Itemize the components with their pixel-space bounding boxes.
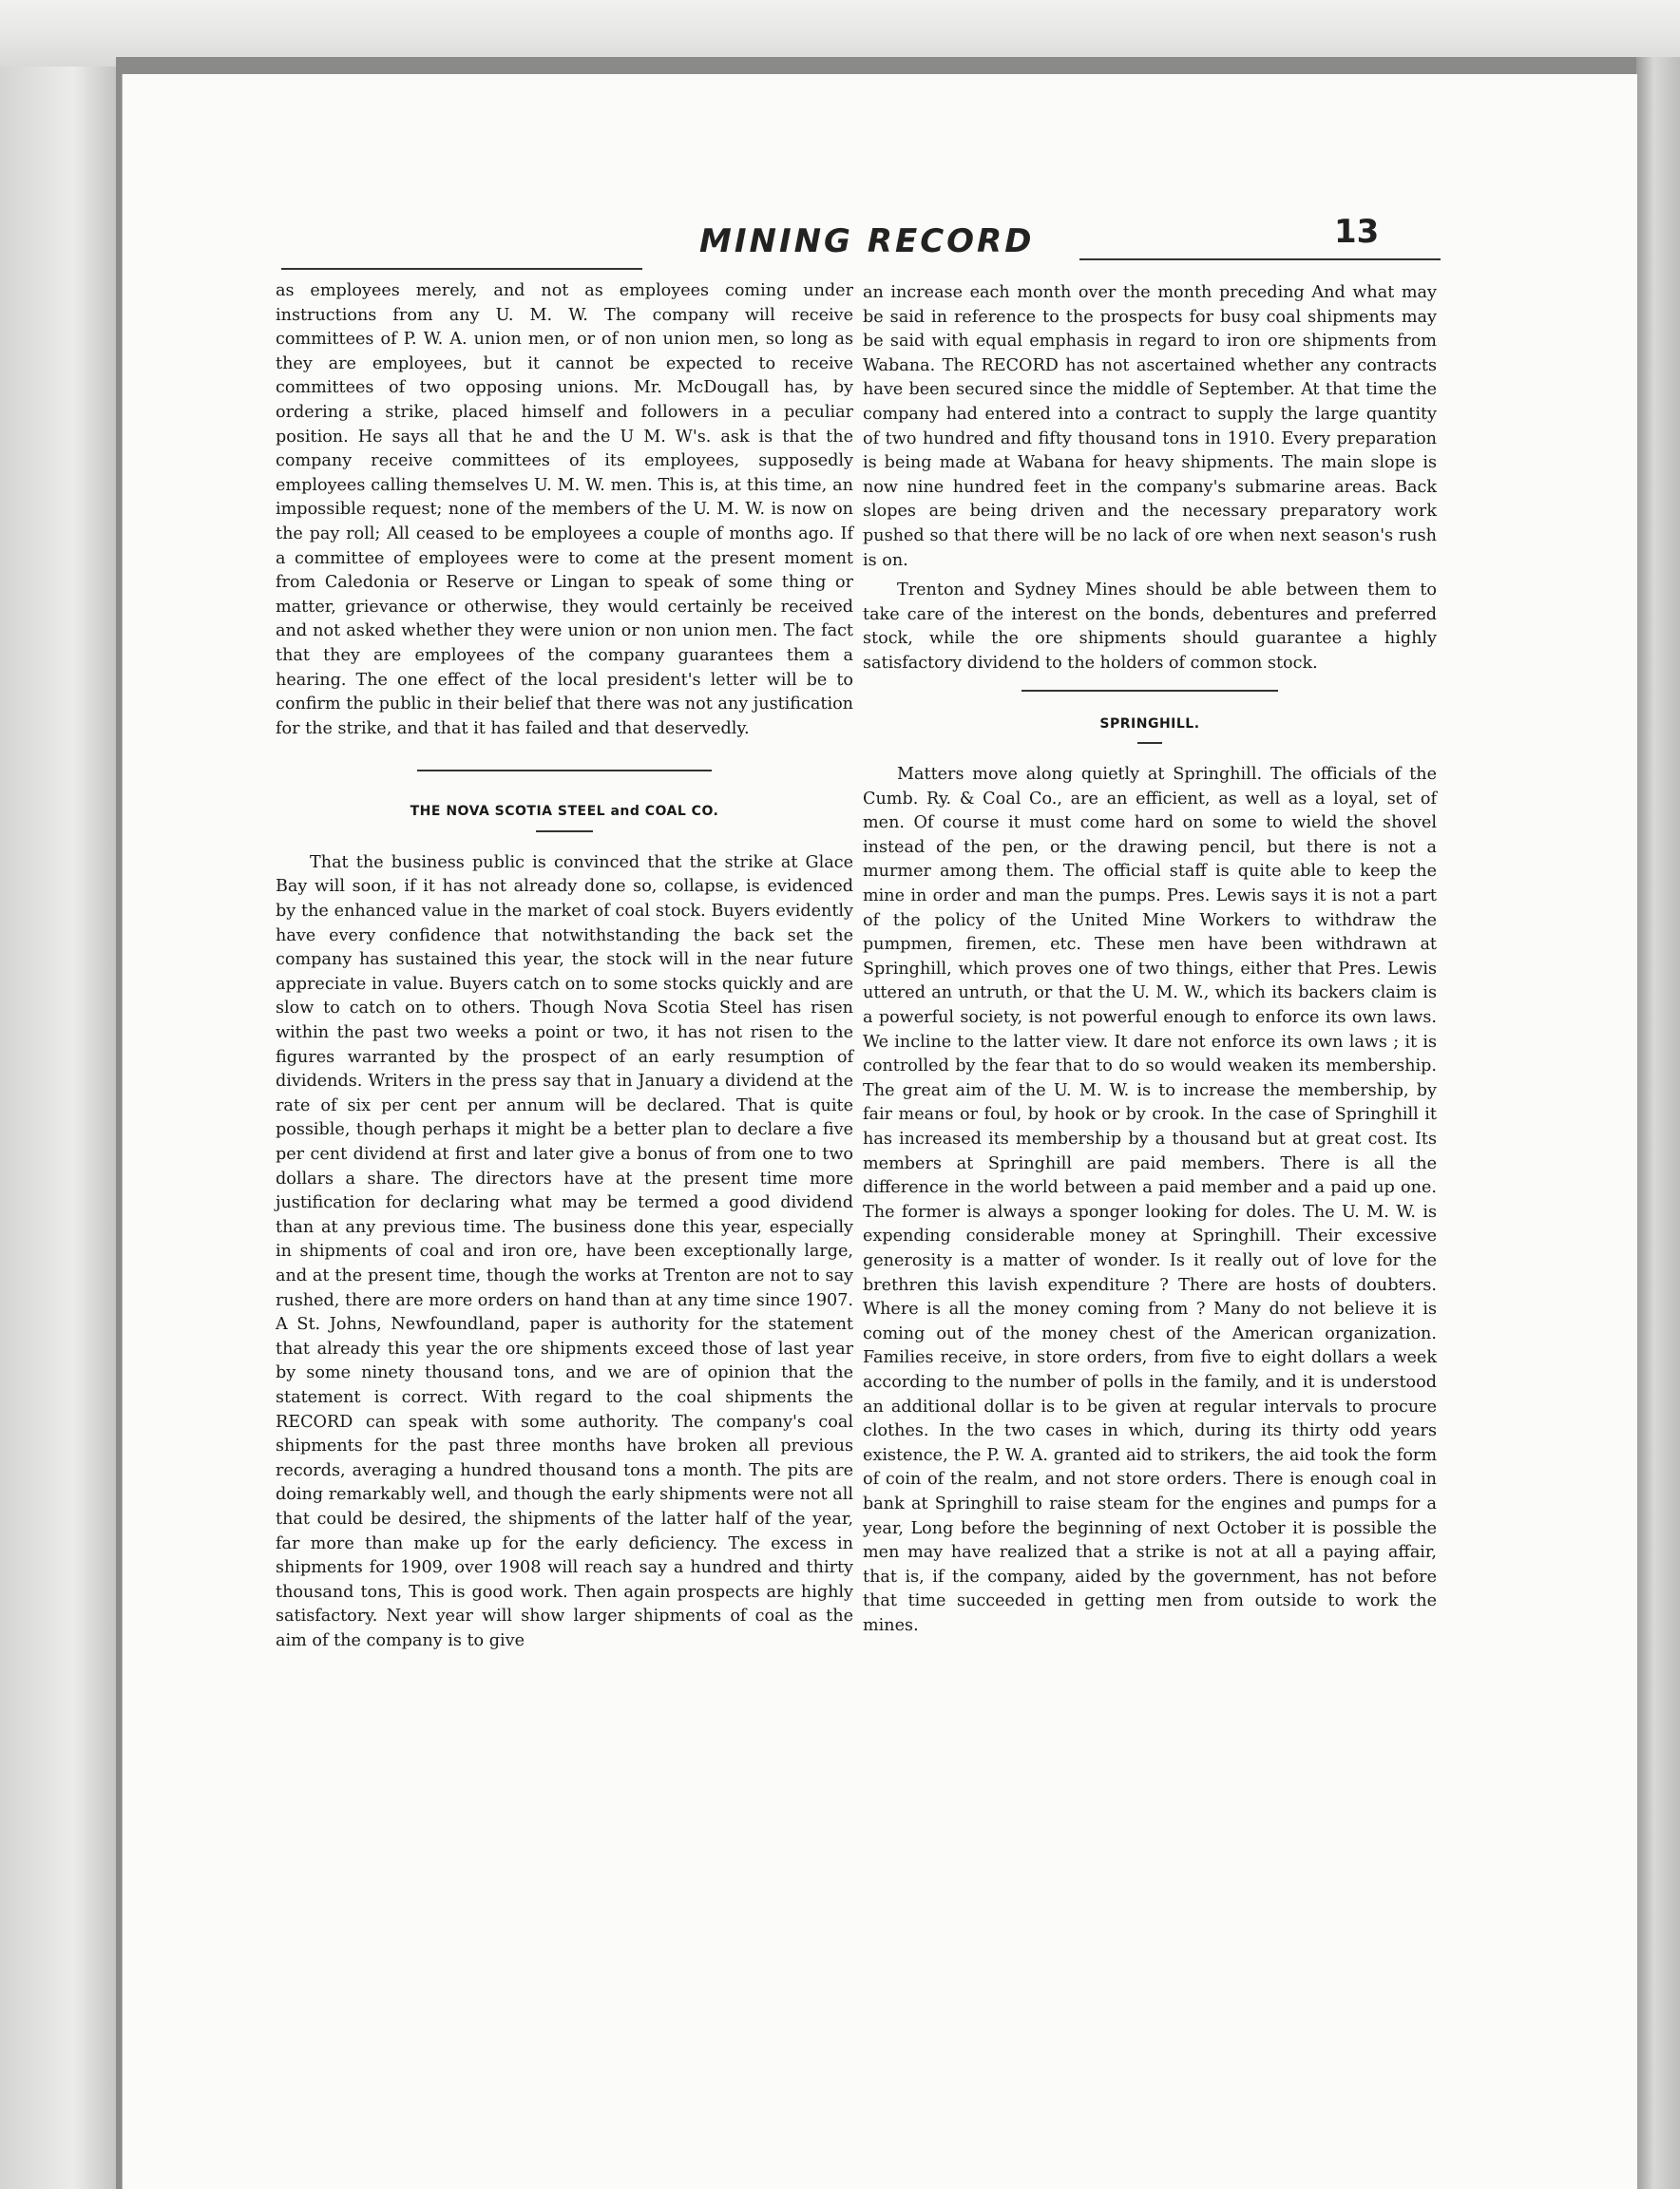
- article-paragraph: That the business public is convinced that the strike at Glace Bay will soon, if it has not already done so, collapse, is evidenced by the enhanced value in the market of coal stock. Buyers evidently have every confidence that notwithstanding the back set the company has sustained this year, the stock will in the near future appreciate in value. Buyers catch on to some stocks quickly and are slow to catch on to others. Though Nova Scotia Steel has risen within the past two weeks a point or two, it has not risen to the figures warranted by the prospect of an early resumption of dividends. Writers in the press say that in January a dividend at the rate of six per cent per annum will be declared. That is quite possible, though perhaps it might be a better plan to declare a five per cent dividend at first and later give a bonus of from one to two dollars a share. The directors have at the present time more justification for declaring what may be termed a good dividend than at any previous time. The business done this year, especially in shipments of coal and iron ore, have been exceptionally large, and at the present time, though the works at Trenton are not to say rushed, there are more orders on hand than at any time since 1907. A St. Johns, Newfoundland, paper is authority for the statement that already this year the ore shipments exceed those of last year by some ninety thousand tons, and we are of opinion that the statement is correct. With regard to the coal shipments the RECORD can speak with some authority. The company's coal shipments for the past three months have broken all previous records, averaging a hundred thousand tons a month. The pits are doing remarkably well, and though the early shipments were not all that could be desired, the shipments of the latter half of the year, far more than make up for the early deficiency. The excess in shipments for 1909, over 1908 will reach say a hundred and thirty thousand tons, This is good work. Then again prospects are highly satisfactory. Next year will show larger shipments of coal as the aim of the company is to give: [276, 852, 853, 1650]
- article-paragraph: Trenton and Sydney Mines should be able between them to take care of the interest on the bonds, debentures and preferred stock, while the ore shipments should guarantee a highly satisfactory dividend to the holders of common stock.: [863, 581, 1437, 673]
- article-paragraph: Matters move along quietly at Springhill. The officials of the Cumb. Ry. & Coal Co., are an efficient, as well as a loyal, set of men. Of course it must come hard on some to wield the shovel instead of the pen, or the drawing pencil, but there is not a murmer among them. The official staff is quite able to keep the mine in order and man the pumps. Pres. Lewis says it is not a part of the policy of the United Mine Workers to withdraw the pumpmen, firemen, etc. These men have been withdrawn at Springhill, which proves one of two things, either that Pres. Lewis uttered an untruth, or that the U. M. W., which its backers claim is a powerful society, is not powerful enough to enforce its own laws. We incline to the latter view. It dare not enforce its own laws ; it is controlled by the fear that to do so would weaken its membership. The great aim of the U. M. W. is to increase the membership, by fair means or foul, by hook or by crook. In the case of Springhill it has increased its membership by a thousand but at great cost. Its members at Springhill are paid members. There is all the difference in the world between a paid member and a paid up one. The former is always a sponger looking for doles. The U. M. W. is expending considerable money at Springhill. Their excessive generosity is a matter of wonder. Is it really out of love for the brethren this lavish expenditure ? There are hosts of doubters. Where is all the money coming from ? Many do not believe it is coming out of the money chest of the American organization. Families receive, in store orders, from five to eight dollars a week according to the number of polls in the family, and it is understood an additional dollar is to be given at regular intervals to procure clothes. In the two cases in which, during its thirty odd years existence, the P. W. A. granted aid to strikers, the aid took the form of coin of the realm, and not store orders. There is enough coal in bank at Springhill to raise steam for the engines and pumps for a year, Long before the beginning of next October it is possible the men may have realized that a strike is not at all a paying affair, that is, if the company, aided by the government, has not before that time succeeded in getting men from outside to work the mines.: [863, 765, 1437, 1635]
- publication-title: MINING RECORD: [699, 222, 1035, 260]
- section-heading: THE NOVA SCOTIA STEEL and COAL CO.: [410, 804, 719, 820]
- left-column: [276, 279, 853, 1653]
- article-continuation-paragraph: as employees merely, and not as employees coming under instructions from any U. M. W. The company will receive committees of P. W. A. union men, or of non union men, so long as they are employees, but it cannot be expected to receive committees of two opposing unions. Mr. McDougall has, by ordering a strike, placed himself and followers in a peculiar position. He says all that he and the U M. W's. ask is that the company receive committees of its employees, supposedly employees calling themselves U. M. W. men. This is, at this time, an impossible request; none of the members of the U. M. W. is now on the pay roll; All ceased to be employees a couple of months ago. If a committee of employees were to come at the present moment from Caledonia or Reserve or Lingan to speak of some thing or matter, grievance or otherwise, they would certainly be received and not asked whether they were union or non union men. The fact that they are employees of the company guarantees them a hearing. The one effect of the local president's letter will be to confirm the public in their belief that there was not any justification for the strike, and that it has failed and that deservedly.: [276, 281, 853, 738]
- page-number: 13: [1334, 213, 1380, 251]
- header-rule-right: [1079, 258, 1441, 260]
- right-column: [863, 281, 1437, 1638]
- header-rule-left: [281, 268, 642, 270]
- article-continuation-paragraph: an increase each month over the month preceding And what may be said in reference to the prospects for busy coal shipments may be said with equal emphasis in regard to iron ore shipments from Wabana. The RECORD has not ascertained whether any contracts have been secured since the middle of September. At that time the company had entered into a contract to supply the large quantity of two hundred and fifty thousand tons in 1910. Every preparation is being made at Wabana for heavy shipments. The main slope is now nine hundred feet in the company's submarine areas. Back slopes are being driven and the necessary preparatory work pushed so that there will be no lack of ore when next season's rush is on.: [863, 283, 1437, 570]
- adjacent-page-edge: [0, 67, 124, 2189]
- section-heading: SPRINGHILL.: [1099, 715, 1200, 732]
- page-stack-edge: [1636, 57, 1680, 2189]
- page-header: [281, 213, 1441, 270]
